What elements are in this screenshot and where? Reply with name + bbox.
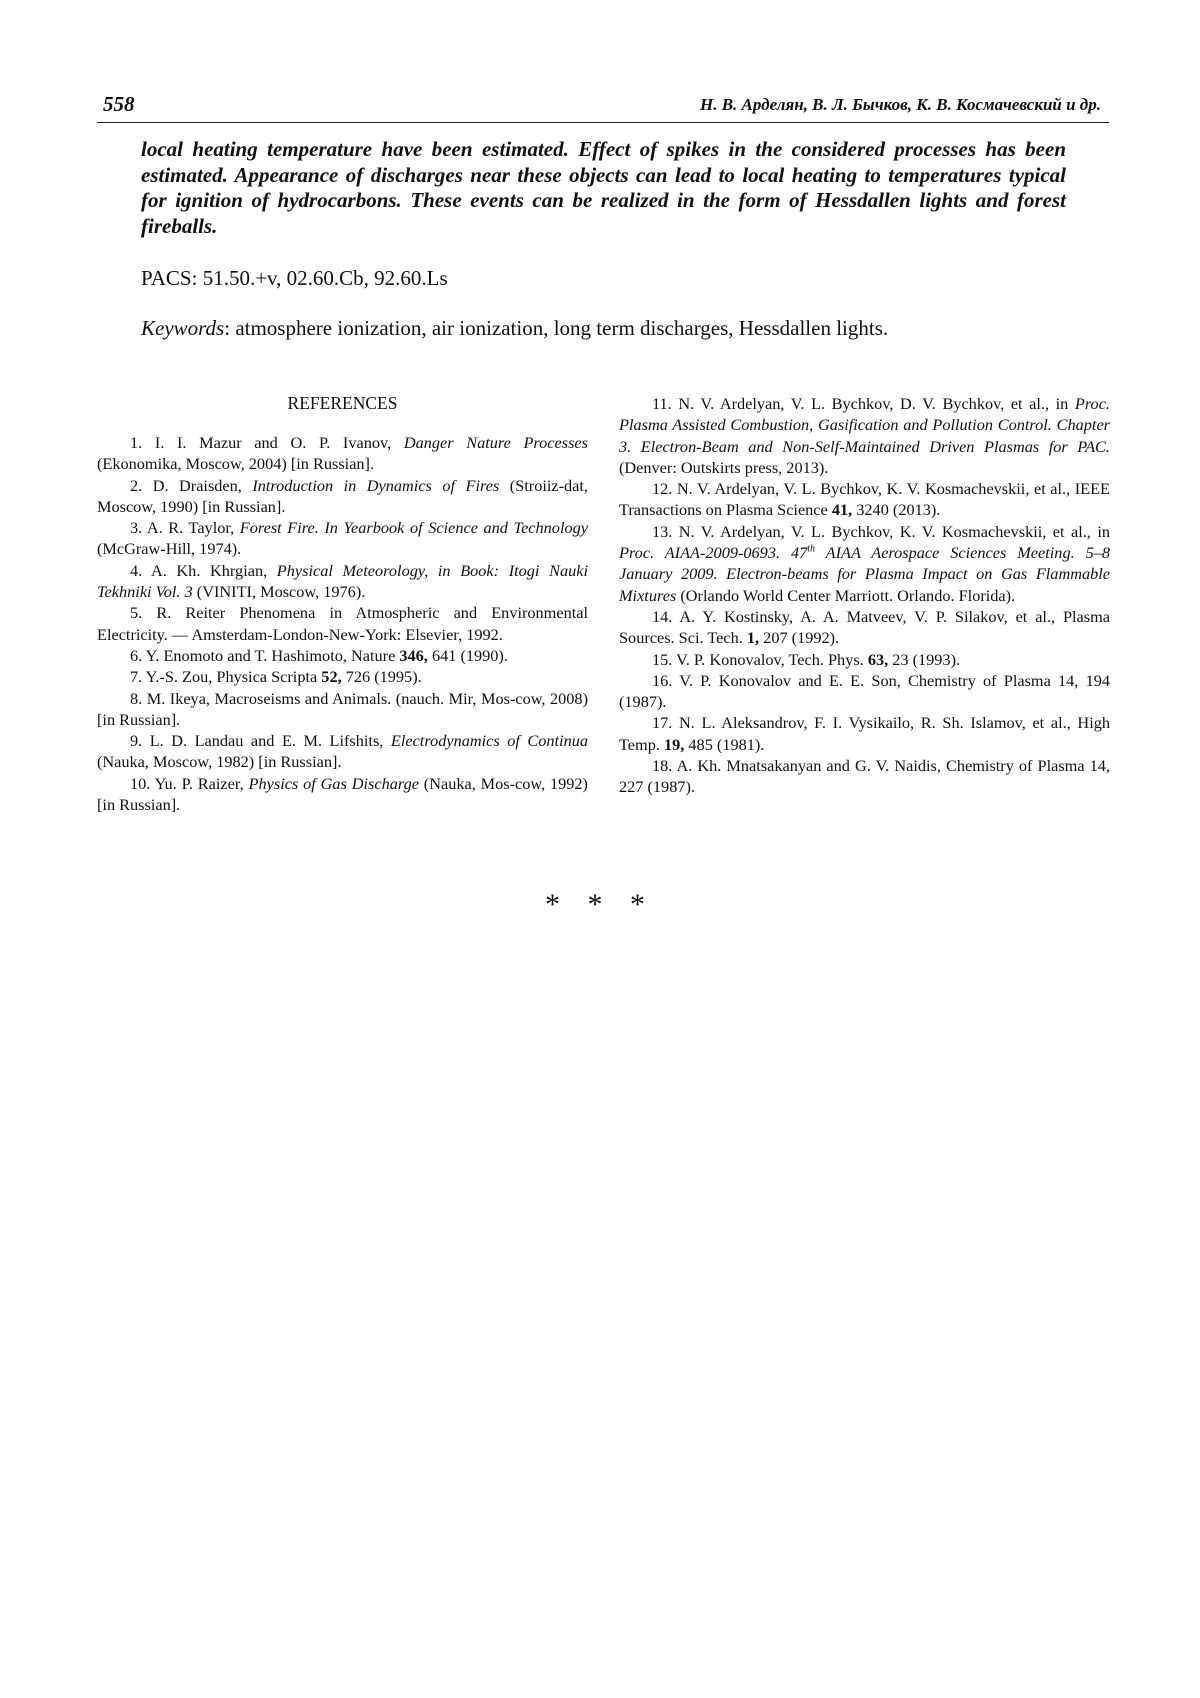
reference-item: 4. A. Kh. Khrgian, Physical Meteorology, in Book: Itogi Nauki Tekhniki Vol. 3 (VINITI, Moscow, 1976). xyxy=(97,560,588,602)
section-separator: * * * xyxy=(545,888,655,921)
keywords-label: Keywords xyxy=(141,316,225,340)
abstract-tail: local heating temperature have been estimated. Effect of spikes in the considered processes has been estimated. Appearance of discharges near these objects can lead to local heating to temperatures typical for ignition of hydrocarbons. These events can be realized in the form of Hessdallen lights and forest fireballs. xyxy=(141,137,1066,239)
reference-item: 17. N. L. Aleksandrov, F. I. Vysikailo, R. Sh. Islamov, et al., High Temp. 19, 485 (1981). xyxy=(619,713,1110,754)
reference-item: 12. N. V. Ardelyan, V. L. Bychkov, K. V. Kosmachevskii, et al., IEEE Transactions on Plasma Science 41, 3240 (2013). xyxy=(619,479,1110,520)
references-left-column xyxy=(97,393,588,815)
reference-item: 14. A. Y. Kostinsky, A. A. Matveev, V. P. Silakov, et al., Plasma Sources. Sci. Tech. 1, 207 (1992). xyxy=(619,606,1110,648)
page-header xyxy=(97,92,1109,123)
keywords xyxy=(141,316,888,341)
reference-item: 15. V. P. Konovalov, Tech. Phys. 63, 23 (1993). xyxy=(652,649,961,669)
reference-item: 1. I. I. Mazur and O. P. Ivanov, Danger Nature Processes (Ekonomika, Moscow, 2004) [in Russian]. xyxy=(97,433,588,474)
reference-item: 8. M. Ikeya, Macroseisms and Animals. (nauch. Mir, Mos-cow, 2008) [in Russian]. xyxy=(97,688,588,729)
reference-item: 5. R. Reiter Phenomena in Atmospheric and Environmental Electricity. — Amsterdam-London-New-York: Elsevier, 1992. xyxy=(97,603,588,644)
reference-item: 18. A. Kh. Mnatsakanyan and G. V. Naidis, Chemistry of Plasma 14, 227 (1987). xyxy=(619,756,1110,797)
reference-item: 6. Y. Enomoto and T. Hashimoto, Nature 346, 641 (1990). xyxy=(130,645,508,665)
reference-item: 7. Y.-S. Zou, Physica Scripta 52, 726 (1995). xyxy=(130,667,422,687)
references-heading: REFERENCES xyxy=(287,393,398,413)
pacs-codes: PACS: 51.50.+v, 02.60.Cb, 92.60.Ls xyxy=(141,266,448,290)
page-number: 558 xyxy=(103,92,135,116)
references-right-column xyxy=(619,393,1110,798)
reference-item: 3. A. R. Taylor, Forest Fire. In Yearbook of Science and Technology (McGraw-Hill, 1974). xyxy=(97,518,588,559)
reference-item: 11. N. V. Ardelyan, V. L. Bychkov, D. V. Bychkov, et al., in Proc. Plasma Assisted Combustion, Gasification and Pollution Control. Chapter 3. Electron-Beam and Non-Self-Maintained Driven Plasmas for PAC. (Denver: Outskirts press, 2013). xyxy=(619,394,1110,477)
running-head: Н. В. Арделян, В. Л. Бычков, К. В. Космачевский и др. xyxy=(699,95,1101,114)
reference-item: 10. Yu. P. Raizer, Physics of Gas Discharge (Nauka, Mos-cow, 1992) [in Russian]. xyxy=(97,773,588,815)
reference-item: 9. L. D. Landau and E. M. Lifshits, Electrodynamics of Continua (Nauka, Moscow, 1982) [in Russian]. xyxy=(97,731,589,772)
keywords-text: : atmosphere ionization, air ionization, long term discharges, Hessdallen lights. xyxy=(224,316,889,340)
reference-item: 13. N. V. Ardelyan, V. L. Bychkov, K. V. Kosmachevskii, et al., in Proc. AIAA-2009-0693. 47th AIAA Aerospace Sciences Meeting. 5–8 January 2009. Electron-beams for Plasma Impact on Gas Flammable Mixtures (Orlando World Center Marriott. Orlando. Florida). xyxy=(619,521,1110,605)
reference-item: 2. D. Draisden, Introduction in Dynamics of Fires (Stroiiz-dat, Moscow, 1990) [in Russian]. xyxy=(97,475,589,516)
reference-item: 16. V. P. Konovalov and E. E. Son, Chemistry of Plasma 14, 194 (1987). xyxy=(619,670,1110,712)
